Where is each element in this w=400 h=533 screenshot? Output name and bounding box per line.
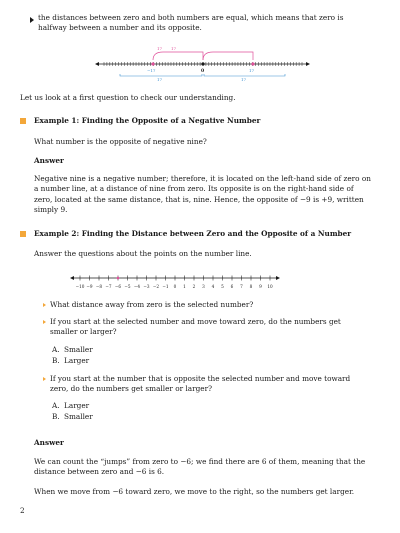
transition-text: Let us look at a first question to check our understanding. <box>20 93 236 102</box>
opposites-number-line <box>95 46 310 82</box>
brace-label-left: 17 <box>157 77 163 82</box>
top-label-left: 17 <box>157 46 163 51</box>
example2-prompt: Answer the questions about the points on the number line. <box>34 249 252 258</box>
blue-brace-left <box>120 74 202 76</box>
axis-arrow-left <box>70 276 74 280</box>
brace-label-right: 17 <box>241 77 247 82</box>
tick-label: −3 <box>143 284 150 289</box>
example1-marker-icon <box>20 118 26 124</box>
tick-label: −6 <box>114 284 122 289</box>
tick-label: −10 <box>75 284 85 289</box>
option-letter: A. <box>52 401 60 410</box>
option-letter: B. <box>52 356 60 365</box>
tick-label: 7 <box>240 284 243 289</box>
example2-marker-icon <box>20 231 26 237</box>
tick-label: 8 <box>249 284 253 289</box>
question-3-option-a[interactable] <box>52 401 89 411</box>
tick-label: 1 <box>183 284 186 289</box>
question-2-option-a[interactable] <box>52 345 93 355</box>
page-number: 2 <box>20 506 25 515</box>
label-neg: −17 <box>147 68 156 73</box>
tick-label: −7 <box>105 284 112 289</box>
label-zero: 0 <box>201 69 205 74</box>
question-1-text: What distance away from zero is the selected number? <box>50 300 254 309</box>
example2-number-line <box>70 270 280 292</box>
question-1-bullet-icon <box>43 303 46 307</box>
example2-answer-p2: When we move from −6 toward zero, we move to the right, so the numbers get larger. <box>34 487 355 496</box>
point-positive <box>251 62 254 65</box>
blue-brace-right <box>204 74 285 76</box>
question-3-option-b[interactable] <box>52 412 93 422</box>
label-pos: 17 <box>249 68 255 73</box>
option-letter: B. <box>52 412 60 421</box>
intro-bullet-text: the distances between zero and both numbers are equal, which means that zero is halfway between a number and its opposite. <box>38 13 344 33</box>
question-2-bullet-icon <box>43 320 46 324</box>
tick-label: 0 <box>173 284 177 289</box>
option-label: Larger <box>64 401 90 410</box>
point-zero <box>201 62 204 65</box>
tick-label: 6 <box>230 284 234 289</box>
pink-arc-left <box>153 52 203 60</box>
bullet-triangle-icon <box>30 17 34 23</box>
tick-label: −8 <box>95 284 103 289</box>
tick-label: −4 <box>133 284 141 289</box>
example1-title: Example 1: Finding the Opposite of a Negative Number <box>34 116 261 125</box>
question-2-option-b[interactable] <box>52 356 89 366</box>
pink-arc-right <box>203 52 253 60</box>
selected-point <box>117 277 120 280</box>
tick-label: 4 <box>211 284 215 289</box>
main-ticks <box>76 276 273 290</box>
top-label-right: 17 <box>171 46 177 51</box>
tick-label: −9 <box>86 284 93 289</box>
tick-label: 5 <box>221 284 224 289</box>
example1-question: What number is the opposite of negative nine? <box>34 137 207 146</box>
tick-label: 2 <box>192 284 196 289</box>
tick-label: 10 <box>267 284 273 289</box>
question-2-text: If you start at the selected number and move toward zero, do the numbers get smaller or larger? <box>50 317 341 337</box>
example2-title: Example 2: Finding the Distance between Zero and the Opposite of a Number <box>34 229 352 238</box>
tick-label: −2 <box>152 284 160 289</box>
option-label: Larger <box>64 356 90 365</box>
example1-answer-text: Negative nine is a negative number; therefore, it is located on the left-hand side of zero on a number line, at a distance of nine from zero. Its opposite is on the right-hand side of zero, located at the same distance, that is, nine. Hence, the opposite of −9 is +9, written simply 9. <box>34 174 371 215</box>
example2-answer-p1: We can count the “jumps” from zero to −6; we find there are 6 of them, meaning that the distance between zero and −6 is 6. <box>34 457 366 477</box>
tick-label: 9 <box>259 284 262 289</box>
axis-arrow-left <box>95 62 99 66</box>
axis-arrow-right <box>306 62 310 66</box>
tick-label: 3 <box>202 284 205 289</box>
example1-answer-heading: Answer <box>34 156 64 165</box>
tick-label: −5 <box>124 284 131 289</box>
tick-label: −1 <box>162 284 169 289</box>
example2-answer-heading: Answer <box>34 438 64 447</box>
option-letter: A. <box>52 345 60 354</box>
option-label: Smaller <box>64 345 93 354</box>
question-3-bullet-icon <box>43 377 46 381</box>
option-label: Smaller <box>64 412 93 421</box>
axis-arrow-right <box>276 276 280 280</box>
point-negative <box>151 62 154 65</box>
question-3-text: If you start at the number that is opposite the selected number and move toward zero, do the numbers get smaller or larger? <box>50 374 351 394</box>
